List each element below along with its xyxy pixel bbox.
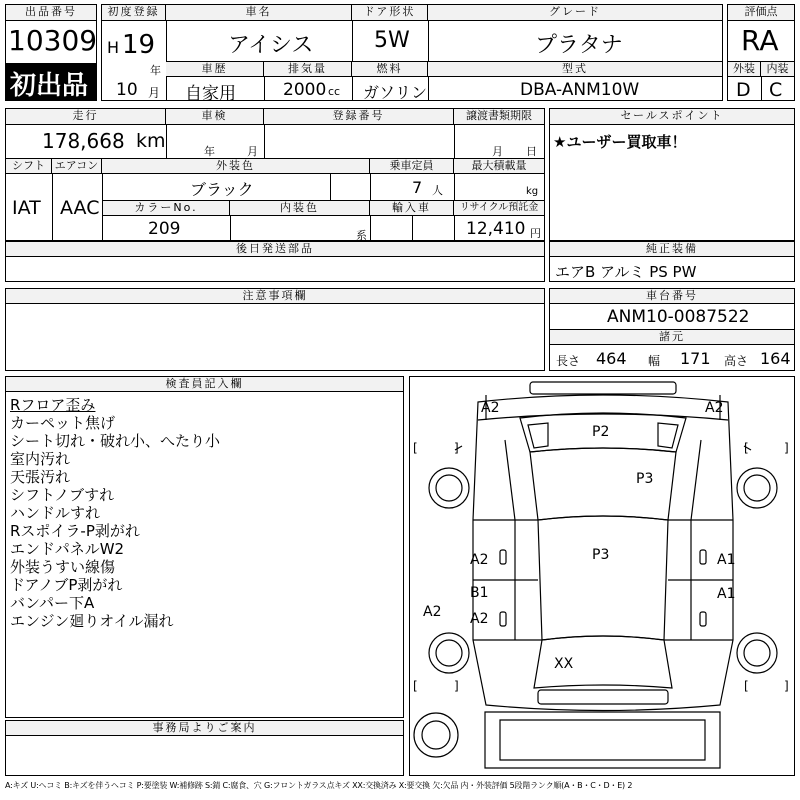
vehicle-info-box (5, 108, 545, 241)
load-unit: kg (526, 186, 539, 197)
history: 自家用 (185, 84, 236, 104)
mark-roof: P3 (636, 471, 654, 487)
mark-door-fl: A2 (470, 552, 489, 568)
mark-door-rl-bottom: A2 (470, 611, 489, 627)
history-label: 車歴 (166, 62, 264, 77)
mark-front-right: A2 (705, 400, 724, 416)
model-label: 型式 (428, 62, 722, 77)
equipment-label: 純正装備 (550, 242, 794, 257)
mark-rear: XX (554, 656, 574, 672)
month-unit: 月 (148, 86, 161, 100)
svg-text:[: [ (413, 679, 418, 693)
width: 171 (680, 349, 711, 368)
fuel: ガソリン (363, 83, 428, 102)
seats: 7 (412, 178, 423, 197)
sales-point-label: セールスポイント (550, 109, 794, 125)
interior-label: 内装 (761, 62, 794, 77)
inspector-item: カーペット焦げ (10, 414, 116, 432)
equipment: エアB アルミ PS PW (555, 263, 697, 281)
chassis-label: 車台番号 (550, 289, 794, 304)
transfer-day-unit: 日 (526, 145, 537, 158)
recycle-unit: 円 (530, 227, 541, 240)
inspector-item: バンパー下A (10, 594, 95, 612)
svg-text:]: ] (454, 679, 459, 693)
inspector-item: シート切れ・破れ小、へたり小 (10, 432, 221, 450)
displacement: 2000 (283, 80, 327, 100)
svg-text:]: ] (454, 441, 459, 455)
mark-door-rr: A1 (717, 586, 736, 602)
shift: IAT (12, 197, 41, 219)
chassis-number: ANM10-0087522 (607, 307, 750, 327)
svg-text:[: [ (744, 679, 749, 693)
grade: プラタナ (535, 33, 623, 58)
inspector-item: 室内汚れ (10, 450, 71, 468)
inspector-item: ハンドルすれ (10, 504, 101, 522)
door-label: ドア形状 (352, 5, 428, 21)
svg-text:[: [ (744, 441, 749, 455)
ac-label: エアコン (52, 159, 102, 174)
mileage: 178,668 (42, 129, 125, 153)
ac: AAC (60, 197, 100, 219)
height: 164 (760, 349, 791, 368)
exterior-score: D (736, 79, 751, 101)
mark-rear-left: A2 (423, 604, 442, 620)
inspector-label: 検査員記入欄 (6, 377, 403, 392)
transfer-month-unit: 月 (492, 145, 503, 158)
transfer-label: 譲渡書類期限 (454, 109, 544, 125)
inspector-item: エンドパネルW2 (10, 540, 125, 558)
office-label: 事務局よりご案内 (6, 721, 403, 736)
recycle-amount: 12,410 (466, 219, 526, 239)
first-reg-label: 初度登録 (102, 5, 166, 21)
inspection-year-unit: 年 (204, 145, 215, 158)
score-label: 評価点 (728, 5, 794, 21)
svg-text:[: [ (413, 441, 418, 455)
width-label: 幅 (648, 354, 661, 368)
year-unit: 年 (150, 64, 161, 77)
model: DBA-ANM10W (520, 80, 640, 100)
load-label: 最大積載量 (454, 159, 544, 174)
mark-front-left: A2 (481, 400, 500, 416)
inspection-label: 車検 (166, 109, 264, 125)
shift-label: シフト (6, 159, 52, 174)
color-no: 209 (148, 219, 181, 239)
exterior-label: 外装 (728, 62, 761, 77)
int-color-unit: 系 (356, 229, 367, 242)
dims-label: 諸元 (550, 330, 794, 345)
inspection-month-unit: 月 (247, 145, 258, 158)
seats-unit: 人 (432, 184, 443, 197)
first-listing-text: 初出品 (10, 71, 89, 101)
lot-label: 出品番号 (6, 5, 96, 21)
ext-color: ブラック (190, 180, 254, 199)
mileage-label: 走行 (6, 109, 166, 125)
later-parts-label: 後日発送部品 (6, 242, 544, 257)
recycle-label: リサイクル預託金 (454, 201, 544, 216)
displacement-unit: cc (328, 85, 341, 98)
legend: A:キズ U:ヘコミ B:キズを伴うヘコミ P:要塗装 W:補修跡 S:錆 C:腐食、穴 G:フロントガラス点キズ XX:交換済み X:要交換 欠:欠品 内・外装評価 5段階ランク順(A・B・C・D・E) 2 (5, 781, 633, 790)
inspector-item: エンジン廻りオイル漏れ (10, 612, 174, 630)
displacement-label: 排気量 (264, 62, 352, 77)
reg-month: 10 (116, 80, 138, 100)
era: H (107, 38, 120, 57)
score: RA (741, 24, 779, 57)
reg-year: 19 (122, 30, 156, 60)
notes-label: 注意事項欄 (6, 289, 544, 304)
reg-number-label: 登録番号 (264, 109, 454, 125)
length-label: 長さ (556, 354, 581, 368)
svg-text:]: ] (784, 679, 789, 693)
sales-point-box (549, 108, 795, 241)
mark-cabin: P3 (592, 547, 610, 563)
interior-score: C (769, 79, 783, 101)
sales-point-text: ★ユーザー買取車！ (553, 133, 687, 151)
inspector-item: シフトノブすれ (10, 486, 115, 504)
import-label: 輸入車 (370, 201, 454, 216)
ext-color-label: 外装色 (102, 159, 370, 174)
inspector-item: 天張汚れ (10, 468, 71, 486)
int-color-label: 内装色 (230, 201, 370, 216)
car-name: アイシス (228, 33, 314, 58)
inspector-list (10, 396, 220, 630)
color-no-label: カラーNo. (103, 201, 230, 216)
inspector-item: Rスポイラ-P剥がれ (10, 522, 140, 540)
fuel-label: 燃料 (352, 62, 428, 77)
length: 464 (596, 349, 627, 368)
seats-label: 乗車定員 (370, 159, 454, 174)
mark-door-rl-top: B1 (470, 585, 489, 601)
height-label: 高さ (724, 354, 749, 368)
svg-text:]: ] (784, 441, 789, 455)
inspector-item: 外装うすい線傷 (10, 558, 116, 576)
inspector-item: ドアノブP剥がれ (10, 576, 123, 594)
door-type: 5W (374, 28, 410, 53)
mileage-unit: km (136, 130, 166, 152)
mark-door-fr: A1 (717, 552, 736, 568)
mark-roof-front: P2 (592, 424, 610, 440)
lot-number: 10309 (8, 24, 98, 57)
inspector-item: Rフロア歪み (10, 396, 96, 414)
car-name-label: 車名 (166, 5, 352, 21)
grade-label: グレード (428, 5, 722, 21)
